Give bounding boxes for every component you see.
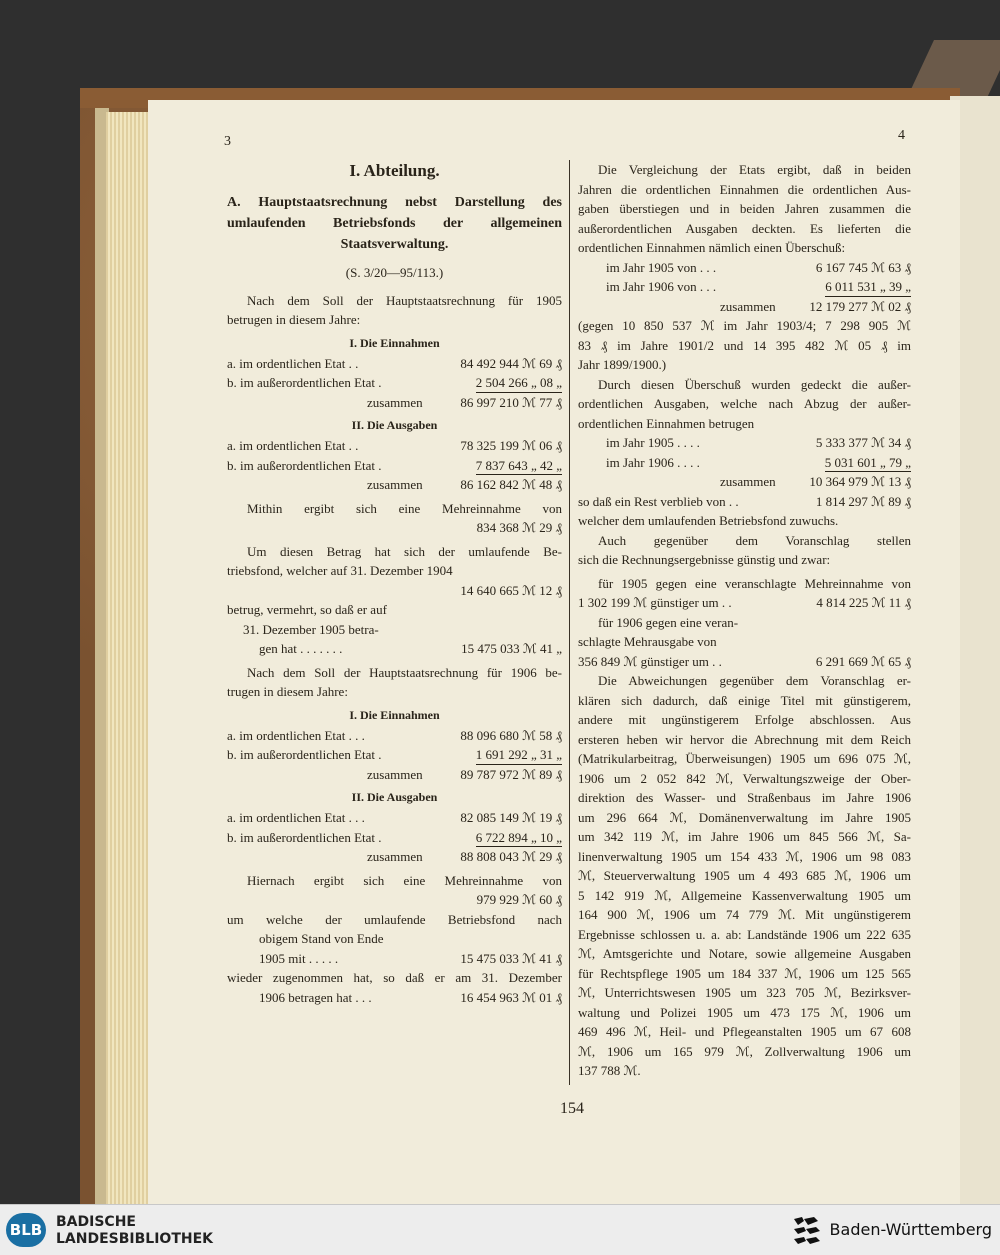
text-line: Die Abweichungen gegenüber dem Voranschlag er- (598, 673, 911, 688)
text-line: 469 496 ℳ, Heil- und Pflegeanstalten 1905 um 67 608 (578, 1024, 911, 1039)
amount-line: 834 368 ℳ 29 ₰ (476, 520, 562, 535)
text-line: 1906 um 2 052 842 ℳ, Verwaltungszweige der Ober- (578, 770, 911, 786)
left-column (227, 150, 562, 1007)
table-row-total: zusammen 86 162 842 ℳ 48 ₰ (367, 477, 562, 492)
viewer-footer (0, 1204, 1000, 1255)
blb-logo[interactable]: BLB (6, 1213, 46, 1247)
text-line: andere mit ungünstigerem Erfolge abschlossen. Aus (578, 712, 911, 727)
text-line: ℳ, Amtsgerichte und Notare, sowie allgemeine Ausgaben (578, 946, 911, 961)
table-row: b. im außerordentlichen Etat . 1 691 292 „ 31 „ (227, 745, 562, 765)
amount-row: 356 849 ℳ günstiger um . . 6 291 669 ℳ 65 ₰ (578, 653, 911, 669)
state-name[interactable]: Baden-Württemberg (829, 1220, 992, 1239)
table-row: a. im ordentlichen Etat . . 84 492 944 ℳ 69 ₰ (227, 355, 562, 371)
table-row: im Jahr 1906 von . . . 6 011 531 „ 39 „ (578, 277, 911, 297)
coat-of-arms-icon (790, 1213, 824, 1247)
text-line: obigem Stand von Ende (259, 931, 384, 946)
library-name-line1: BADISCHE (56, 1214, 136, 1230)
text-line: um 342 119 ℳ, im Jahre 1906 um 845 566 ℳ, Sa- (578, 829, 911, 844)
text-line: ordentlichen Ausgaben, welche nach Abzug der außer- (578, 396, 911, 411)
text-line: ordentlichen Einnahmen nämlich einen Überschuß: (578, 240, 846, 255)
text-line: betrug, vermehrt, so daß er auf (227, 602, 387, 617)
page-number-left: 3 (224, 134, 231, 149)
library-name[interactable] (56, 1214, 213, 1248)
table-row: b. im außerordentlichen Etat . 2 504 266 „ 08 „ (227, 373, 562, 393)
text-line: 137 788 ℳ. (578, 1063, 641, 1078)
text-line: (gegen 10 850 537 ℳ im Jahr 1903/4; 7 298 905 ℳ (578, 318, 911, 333)
text-line: Um diesen Betrag hat sich der umlaufende Be- (247, 543, 562, 559)
text-line: für 1906 gegen eine veran- (598, 614, 739, 630)
text-line: 31. Dezember 1905 betra- (243, 621, 379, 637)
table-row-total: zusammen 86 997 210 ℳ 77 ₰ (367, 394, 562, 410)
text-line: Ergebnisse schlossen u. a. ab: Landstände 1906 um 222 635 (578, 926, 911, 942)
table-row: im Jahr 1905 von . . . 6 167 745 ℳ 63 ₰ (606, 259, 911, 275)
table-row: b. im außerordentlichen Etat . 7 837 643 „ 42 „ (227, 456, 562, 476)
amount-line: 14 640 665 ℳ 12 ₰ (460, 582, 562, 598)
text-line: ℳ, 1906 um 165 979 ℳ, Zollverwaltung 1906 um (578, 1043, 911, 1059)
text-line: sich die Rechnungsergebnisse günstig und zwar: (578, 552, 831, 567)
section-subtitle: A. Hauptstaatsrechnung nebst Darstellung des umlaufenden Betriebsfonds der allgemeinen Staatsverwaltung. (227, 195, 562, 252)
heading-einnahmen-1906: I. Die Einnahmen (349, 707, 440, 722)
amount-row: 1 302 199 ℳ günstiger um . . 4 814 225 ℳ 11 ₰ (578, 595, 911, 610)
table-row-total: zusammen 88 808 043 ℳ 29 ₰ (367, 849, 562, 864)
right-column (578, 160, 911, 1081)
amount-line: 979 929 ℳ 60 ₰ (476, 892, 562, 907)
amount-row: so daß ein Rest verblieb von . . 1 814 297 ℳ 89 ₰ (578, 493, 911, 509)
table-row-total: zusammen 12 179 277 ℳ 02 ₰ (720, 298, 911, 314)
text-line: linenverwaltung 1905 um 154 433 ℳ, 1906 um 98 083 (578, 848, 911, 864)
text-line: 83 ₰ im Jahre 1901/2 und 14 395 482 ℳ 05 ₰ im (578, 337, 911, 353)
text-line: wieder zugenommen hat, so daß er am 31. Dezember (227, 970, 562, 985)
text-line: 164 900 ℳ, 1906 um 74 779 ℳ. Mit ungünstigerem (578, 907, 911, 922)
text-line: außerordentlichen Ausgaben deckten. Es lieferten die (578, 220, 911, 236)
text-line: Die Vergleichung der Etats ergibt, daß in beiden (598, 162, 911, 177)
table-row: a. im ordentlichen Etat . . 78 325 199 ℳ 06 ₰ (227, 438, 562, 453)
text-line: Auch gegenüber dem Voranschlag stellen (598, 532, 911, 548)
text-line: ersteren heben wir hervor die Abrechnung mit dem Reich (578, 731, 911, 747)
page-number-right: 4 (898, 128, 905, 143)
text-line: Mithin ergibt sich eine Mehreinnahme von (247, 500, 562, 516)
amount-row: 1905 mit . . . . . 15 475 033 ℳ 41 ₰ (259, 950, 562, 966)
heading-ausgaben-1906: II. Die Ausgaben (351, 790, 438, 804)
amount-row: 1906 betragen hat . . . 16 454 963 ℳ 01 ₰ (259, 989, 562, 1005)
section-title: I. Abteilung. (349, 161, 440, 180)
text-line: ℳ, Unterrichtswesen 1905 um 323 705 ℳ, Bezirksver- (578, 985, 911, 1000)
text-line: Jahren die ordentlichen Einnahmen die ordentlichen Aus- (578, 181, 911, 197)
table-row: im Jahr 1906 . . . . 5 031 601 „ 79 „ (578, 453, 911, 473)
text-line: schlagte Mehrausgabe von (578, 634, 717, 649)
text-line: Jahr 1899/1900.) (578, 357, 667, 372)
text-line: triebsfond, welcher auf 31. Dezember 1904 (227, 563, 453, 578)
text-line: für Rechtspflege 1905 um 184 337 ℳ, 1906 um 125 565 (578, 965, 911, 981)
text-line: Durch diesen Überschuß wurden gedeckt die außer- (598, 376, 911, 392)
text-line: Nach dem Soll der Hauptstaatsrechnung für 1906 be- (247, 664, 562, 680)
reference: (S. 3/20—95/113.) (345, 265, 444, 280)
heading-einnahmen-1905: I. Die Einnahmen (349, 335, 440, 350)
text-line: gaben überstiegen und in beiden Jahren zusammen die (578, 201, 911, 216)
table-row: b. im außerordentlichen Etat . 6 722 894 „ 10 „ (227, 828, 562, 848)
table-row: a. im ordentlichen Etat . . . 88 096 680 ℳ 58 ₰ (227, 727, 562, 743)
table-row: im Jahr 1905 . . . . 5 333 377 ℳ 34 ₰ (606, 435, 911, 450)
text-line: für 1905 gegen eine veranschlagte Mehreinnahme von (598, 575, 911, 591)
text-line: Nach dem Soll der Hauptstaatsrechnung für 1905 (247, 292, 562, 308)
text-line: trugen in diesem Jahre: (227, 684, 348, 699)
text-line: klären sich dadurch, daß einige Titel mit günstigerem, (578, 692, 911, 708)
text-line: um welche der umlaufende Betriebsfond nach (227, 911, 562, 927)
text-line: waltung und Polizei 1905 um 473 175 ℳ, 1906 um (578, 1004, 911, 1020)
text-line: (Matrikularbeitrag, Überweisungen) 1905 um 696 075 ℳ, (578, 751, 911, 766)
amount-row: gen hat . . . . . . . 15 475 033 ℳ 41 „ (259, 641, 562, 656)
text-line: 5 142 919 ℳ, Allgemeine Kassenverwaltung 1905 um (578, 887, 911, 903)
text-line: direktion des Wasser- und Straßenbaus im Jahre 1906 (578, 790, 911, 805)
text-line: ℳ, Steuerverwaltung 1905 um 4 493 685 ℳ, 1906 um (578, 868, 911, 883)
text-line: um 296 664 ℳ, Domänenverwaltung im Jahre 1905 (578, 809, 911, 825)
table-row-total: zusammen 89 787 972 ℳ 89 ₰ (367, 766, 562, 782)
heading-ausgaben-1905: II. Die Ausgaben (351, 418, 438, 432)
column-divider (569, 160, 570, 1085)
page-number-bottom: 154 (560, 1100, 584, 1117)
text-line: ordentlichen Einnahmen betrugen (578, 415, 755, 431)
text-line: betrugen in diesem Jahre: (227, 312, 361, 327)
text-line: welcher dem umlaufenden Betriebsfond zuwuchs. (578, 513, 839, 528)
library-name-line2: LANDESBIBLIOTHEK (56, 1231, 214, 1247)
table-row: a. im ordentlichen Etat . . . 82 085 149 ℳ 19 ₰ (227, 810, 562, 825)
text-line: Hiernach ergibt sich eine Mehreinnahme von (247, 872, 562, 888)
table-row-total: zusammen 10 364 979 ℳ 13 ₰ (720, 474, 911, 489)
page-edges (106, 112, 150, 1204)
